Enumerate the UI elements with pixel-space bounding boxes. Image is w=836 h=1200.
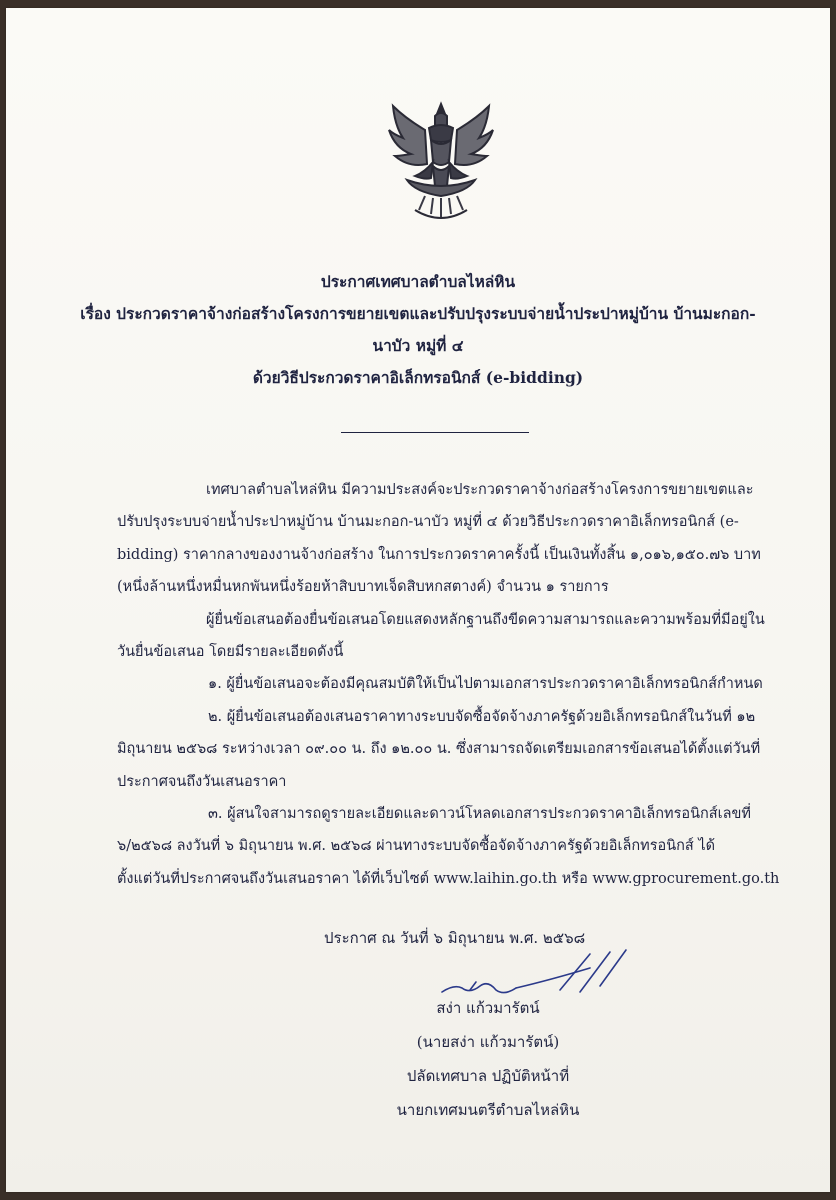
body-line: ๑. ผู้ยื่นข้อเสนอจะต้องมีคุณสมบัติให้เป็นไปตามเอกสารประกวดราคาอิเล็กทรอนิกส์กำหนด <box>208 676 763 693</box>
signature-caption: สง่า แก้วมารัตน์ <box>436 999 540 1017</box>
handwritten-signature <box>440 946 640 1008</box>
title-line: นาบัว หมู่ที่ ๔ <box>372 336 464 355</box>
announce-date: ประกาศ ณ วันที่ ๖ มิถุนายน พ.ศ. ๒๕๖๘ <box>324 929 586 947</box>
body-line: ๒. ผู้ยื่นข้อเสนอต้องเสนอราคาทางระบบจัดซื้อจัดจ้างภาครัฐด้วยอิเล็กทรอนิกส์ในวันที่ ๑๒ <box>208 708 756 725</box>
body-line: มิถุนายน ๒๕๖๘ ระหว่างเวลา ๐๙.๐๐ น. ถึง ๑๒.๐๐ น. ซึ่งสามารถจัดเตรียมเอกสารข้อเสนอได้ตั้งแต่วันที่ <box>117 741 761 758</box>
signer-position: ปลัดเทศบาล ปฏิบัติหน้าที่ <box>406 1067 570 1085</box>
announcement-body <box>117 474 780 895</box>
body-line: ๖/๒๕๖๘ ลงวันที่ ๖ มิถุนายน พ.ศ. ๒๕๖๘ ผ่านทางระบบจัดซื้อจัดจ้างภาครัฐด้วยอิเล็กทรอนิกส์ ได้ <box>117 838 716 855</box>
body-line: ปรับปรุงระบบจ่ายน้ำประปาหมู่บ้าน บ้านมะกอก-นาบัว หมู่ที่ ๔ ด้วยวิธีประกวดราคาอิเล็กทรอนิกส์ (e- <box>117 514 739 531</box>
body-line: ๓. ผู้สนใจสามารถดูรายละเอียดและดาวน์โหลดเอกสารประกวดราคาอิเล็กทรอนิกส์เลขที่ <box>208 805 751 822</box>
title-line: ด้วยวิธีประกวดราคาอิเล็กทรอนิกส์ (e-bidding) <box>252 368 584 387</box>
body-line: (หนึ่งล้านหนึ่งหมื่นหกพันหนึ่งร้อยห้าสิบบาทเจ็ดสิบหกสตางค์) จำนวน ๑ รายการ <box>117 579 609 596</box>
title-divider <box>341 432 529 433</box>
body-line: วันยื่นข้อเสนอ โดยมีรายละเอียดดังนี้ <box>117 643 344 660</box>
body-line: เทศบาลตำบลไหล่หิน มีความประสงค์จะประกวดราคาจ้างก่อสร้างโครงการขยายเขตและ <box>206 482 754 498</box>
document-page <box>6 8 830 1192</box>
announcement-title <box>6 266 830 394</box>
signer-office: นายกเทศมนตรีตำบลไหล่หิน <box>396 1101 580 1119</box>
signer-name: (นายสง่า แก้วมารัตน์) <box>416 1033 560 1051</box>
body-line: ตั้งแต่วันที่ประกาศจนถึงวันเสนอราคา ได้ที่เว็บไซต์ www.laihin.go.th หรือ www.gprocurement.go.th <box>117 870 780 887</box>
title-line: เรื่อง ประกวดราคาจ้างก่อสร้างโครงการขยายเขตและปรับปรุงระบบจ่ายน้ำประปาหมู่บ้าน บ้านมะกอก- <box>80 304 756 323</box>
body-line: ประกาศจนถึงวันเสนอราคา <box>117 773 287 790</box>
garuda-emblem-icon <box>385 100 497 226</box>
body-line: ผู้ยื่นข้อเสนอต้องยื่นข้อเสนอโดยแสดงหลักฐานถึงขีดความสามารถและความพร้อมที่มีอยู่ใน <box>206 611 765 628</box>
title-line: ประกาศเทศบาลตำบลไหล่หิน <box>320 272 516 291</box>
body-line: bidding) ราคากลางของงานจ้างก่อสร้าง ในการประกวดราคาครั้งนี้ เป็นเงินทั้งสิ้น ๑,๐๑๖,๑๕๐.๗๖ บาท <box>117 546 761 563</box>
